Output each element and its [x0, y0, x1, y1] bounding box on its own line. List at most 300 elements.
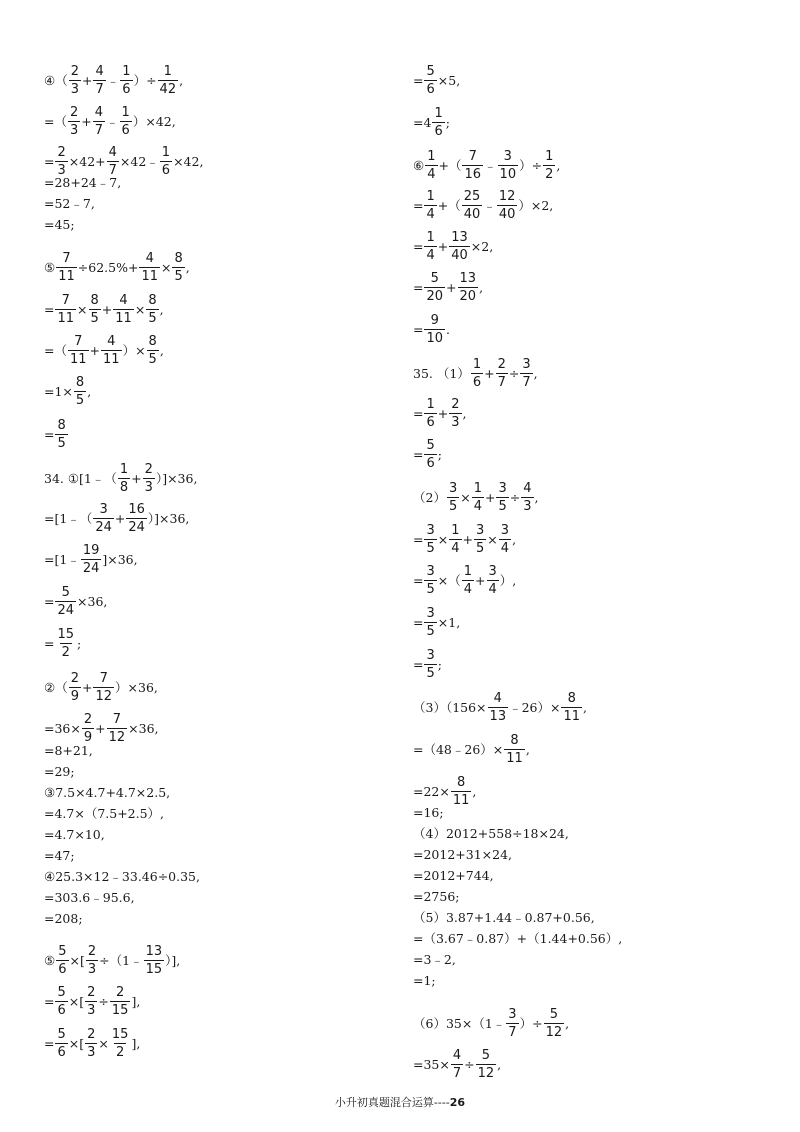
fraction [146, 293, 158, 326]
footer-label: 小升初真题混合运算---- [334, 1096, 450, 1109]
equation-line [44, 145, 203, 178]
fraction-numerator: 3 [426, 648, 435, 663]
expression-text: ⑤ [44, 952, 56, 968]
fraction-denominator: 10 [426, 331, 444, 346]
equation-line [413, 481, 539, 514]
expression-text: , [87, 383, 92, 399]
fraction-numerator: 19 [82, 543, 100, 558]
expression-text: ⑤ [44, 259, 56, 275]
fraction-numerator: 2 [144, 462, 153, 477]
fraction-denominator: 5 [148, 352, 157, 367]
fraction-denominator: 11 [57, 311, 75, 326]
fraction-denominator: 7 [94, 123, 104, 138]
fraction-denominator: 40 [451, 248, 468, 263]
fraction-numerator: 2 [70, 671, 79, 686]
fraction-numerator: 1 [426, 397, 435, 412]
fraction-denominator: 11 [141, 269, 158, 284]
expression-text: + [89, 342, 101, 358]
fraction-denominator: 5 [90, 311, 99, 326]
equation-line [44, 462, 197, 495]
expression-text: ×42+ [68, 153, 106, 169]
fraction-denominator: 5 [426, 541, 435, 556]
expression-text: = [413, 279, 424, 295]
fraction-denominator: 40 [463, 207, 481, 222]
fraction-denominator: 11 [103, 352, 120, 367]
fraction-denominator: 20 [426, 289, 444, 304]
equation-line [44, 502, 189, 535]
fraction-denominator: 6 [426, 82, 435, 97]
fraction-numerator: 4 [145, 251, 154, 266]
fraction [68, 105, 80, 138]
equation-line [44, 251, 190, 284]
page-footer [0, 1094, 800, 1110]
fraction [93, 64, 105, 97]
fraction-numerator: 7 [61, 293, 70, 308]
expression-text: + [101, 301, 113, 317]
fraction [55, 585, 76, 618]
expression-text: （5）3.87+1.44﹣0.87+0.56, [413, 910, 595, 925]
expression-text: + [95, 720, 106, 736]
expression-text: ）× [122, 342, 146, 358]
expression-text: ×42, [173, 153, 204, 169]
fraction-numerator: 5 [58, 944, 67, 959]
fraction-denominator: 4 [451, 541, 460, 556]
expression-text: ④25.3×12﹣33.46÷0.35, [44, 869, 200, 884]
fraction-denominator: 10 [499, 167, 517, 182]
equation-line [44, 105, 176, 138]
fraction-numerator: 1 [122, 64, 131, 79]
fraction [110, 985, 131, 1018]
fraction-numerator: 1 [426, 230, 435, 245]
fraction [113, 293, 134, 326]
fraction-denominator: 6 [121, 123, 130, 138]
fraction [451, 1048, 463, 1081]
equation-line [413, 523, 516, 556]
fraction [89, 293, 101, 326]
equation-line [44, 765, 75, 779]
fraction-numerator: 4 [493, 691, 502, 706]
fraction [424, 438, 436, 471]
fraction-denominator: 12 [108, 730, 126, 745]
fraction-numerator: 2 [69, 105, 79, 120]
fraction-denominator: 2 [545, 167, 554, 182]
expression-text: +（ [438, 157, 462, 173]
expression-text: + [475, 572, 486, 588]
fraction [521, 481, 533, 514]
expression-text: , [512, 531, 517, 547]
fraction [118, 462, 130, 495]
expression-text: =47; [44, 848, 75, 863]
fraction-numerator: 1 [426, 189, 435, 204]
fraction-numerator: 15 [111, 1027, 129, 1042]
equation-line [44, 985, 140, 1018]
expression-text: =（3.67﹣0.87）+（1.44+0.56）, [413, 931, 623, 946]
equation-line [413, 606, 460, 639]
fraction-denominator: 5 [426, 582, 435, 597]
expression-text: 35. （1） [413, 365, 470, 381]
equation-line [44, 912, 83, 926]
expression-text: =2012+31×24, [413, 847, 513, 862]
fraction-numerator: 3 [488, 564, 497, 579]
fraction-denominator: 12 [477, 1066, 495, 1081]
expression-text: = [413, 405, 424, 421]
expression-text: + [131, 470, 142, 486]
expression-text: ; [437, 446, 442, 462]
fraction [126, 502, 147, 535]
expression-text: 34. ①[1﹣（ [44, 470, 117, 486]
expression-text: ×[ [68, 1035, 85, 1051]
expression-text: × [77, 301, 88, 317]
expression-text: = [413, 572, 424, 588]
fraction-numerator: 5 [57, 1027, 66, 1042]
expression-text: ③7.5×4.7+4.7×2.5, [44, 785, 171, 800]
expression-text: , [497, 1056, 502, 1072]
expression-text: （3）（156× [413, 699, 487, 715]
expression-text: =8+21, [44, 743, 93, 758]
fraction-numerator: 8 [57, 418, 66, 433]
expression-text: ÷ [464, 1056, 475, 1072]
fraction [498, 149, 519, 182]
expression-text: , [556, 157, 561, 173]
fraction-numerator: 8 [456, 775, 466, 790]
expression-text: . [446, 321, 451, 337]
expression-text: + [485, 489, 496, 505]
fraction-numerator: 13 [451, 230, 468, 245]
fraction-numerator: 5 [426, 64, 435, 79]
expression-text: ; [437, 656, 442, 672]
equation-line [44, 744, 93, 758]
expression-text: ; [445, 114, 450, 130]
equation-line [413, 932, 622, 946]
fraction-numerator: 5 [57, 985, 66, 1000]
expression-text: = [44, 993, 55, 1009]
expression-text: = [413, 531, 424, 547]
fraction-numerator: 8 [75, 375, 85, 390]
fraction-numerator: 2 [87, 944, 97, 959]
equation-line [44, 585, 107, 618]
equation-line [44, 828, 105, 842]
fraction-denominator: 40 [498, 207, 516, 222]
expression-text: + [437, 405, 449, 421]
fraction-denominator: 15 [145, 962, 163, 977]
fraction-denominator: 6 [426, 456, 435, 471]
fraction-numerator: 2 [87, 1027, 96, 1042]
fraction-numerator: 2 [70, 64, 79, 79]
fraction-numerator: 4 [452, 1048, 462, 1063]
equation-line [44, 870, 200, 884]
expression-text: ）×36, [115, 679, 158, 695]
expression-text: =16; [413, 805, 444, 820]
expression-text: ﹣ [106, 72, 120, 88]
fraction-denominator: 2 [116, 1045, 125, 1060]
fraction-denominator: 6 [472, 375, 482, 390]
fraction-numerator: 8 [567, 691, 576, 706]
fraction-denominator: 42 [159, 82, 177, 97]
fraction [55, 418, 67, 451]
expression-text: ÷62.5%+ [77, 259, 139, 275]
equation-line [413, 691, 587, 724]
fraction-numerator: 3 [498, 481, 507, 496]
expression-text: ﹣ [106, 113, 119, 129]
expression-text: × [437, 531, 449, 547]
fraction-numerator: 4 [94, 105, 104, 120]
fraction-denominator: 3 [87, 962, 97, 977]
fraction-denominator: 20 [459, 289, 477, 304]
expression-text: + [437, 238, 449, 254]
expression-text: =（ [44, 113, 67, 129]
fraction-numerator: 1 [472, 357, 482, 372]
fraction [449, 397, 461, 430]
expression-text: ）÷ [133, 72, 157, 88]
equation-line [413, 1007, 569, 1040]
fraction [158, 64, 179, 97]
equation-line [413, 869, 494, 883]
fraction [506, 1007, 518, 1040]
fraction-numerator: 7 [112, 712, 122, 727]
expression-text: ﹣ [483, 197, 496, 213]
fraction-numerator: 1 [163, 64, 172, 79]
fraction-denominator: 13 [489, 709, 507, 724]
expression-text: ）]×36, [155, 470, 198, 486]
fraction-denominator: 4 [427, 167, 436, 182]
expression-text: , [462, 405, 467, 421]
fraction-denominator: 7 [452, 1066, 462, 1081]
fraction-denominator: 4 [500, 541, 510, 556]
fraction-denominator: 24 [82, 561, 100, 576]
fraction-numerator: 5 [426, 438, 435, 453]
expression-text: × [134, 301, 146, 317]
fraction [120, 64, 132, 97]
equation-line [44, 176, 121, 190]
fraction-denominator: 11 [452, 793, 470, 808]
fraction-numerator: 8 [510, 733, 519, 748]
equation-line [413, 775, 476, 808]
fraction-numerator: 7 [468, 149, 477, 164]
equation-line [413, 357, 538, 390]
equation-line [413, 733, 530, 766]
equation-line [413, 438, 442, 471]
fraction-denominator: 3 [69, 123, 79, 138]
fraction [107, 712, 128, 745]
fraction [424, 189, 436, 222]
fraction-denominator: 12 [95, 689, 113, 704]
expression-text: =（ [44, 342, 67, 358]
expression-text: ﹣26）× [509, 699, 561, 715]
fraction-denominator: 9 [83, 730, 93, 745]
expression-text: + [114, 510, 126, 526]
expression-text: ×（ [437, 572, 461, 588]
expression-text: = [413, 656, 424, 672]
fraction-numerator: 2 [87, 985, 96, 1000]
equation-line [44, 197, 95, 211]
equation-line [44, 807, 164, 821]
fraction [424, 648, 436, 681]
fraction-denominator: 7 [522, 375, 531, 390]
equation-line [44, 627, 81, 660]
fraction [107, 145, 119, 178]
fraction-numerator: 9 [430, 313, 439, 328]
expression-text: , [534, 489, 539, 505]
expression-text: ②（ [44, 679, 68, 695]
fraction [56, 944, 68, 977]
fraction-numerator: 4 [108, 145, 117, 160]
equation-line [44, 543, 138, 576]
fraction [139, 251, 160, 284]
fraction-denominator: 6 [57, 1045, 66, 1060]
expression-text: ], [131, 1035, 141, 1051]
fraction-numerator: 3 [426, 523, 435, 538]
equation-line [44, 375, 91, 408]
expression-text: , [472, 783, 477, 799]
fraction-numerator: 5 [549, 1007, 558, 1022]
expression-text: , [159, 301, 164, 317]
fraction-denominator: 7 [108, 163, 117, 178]
expression-text: ﹣ [484, 157, 497, 173]
expression-text: =52﹣7, [44, 196, 95, 211]
fraction [471, 357, 483, 390]
fraction-denominator: 11 [506, 751, 523, 766]
fraction [543, 149, 555, 182]
expression-text: （4）2012+558÷18×24, [413, 826, 569, 841]
equation-line [44, 891, 135, 905]
fraction [504, 733, 525, 766]
expression-text: =22× [413, 783, 450, 799]
fraction [55, 627, 76, 660]
expression-text: × [487, 531, 498, 547]
fraction-denominator: 4 [426, 207, 435, 222]
fraction-numerator: 1 [473, 481, 482, 496]
fraction-denominator: 6 [161, 163, 171, 178]
page-number: 26 [449, 1096, 466, 1109]
fraction [120, 105, 132, 138]
expression-text: ）÷ [519, 1015, 543, 1031]
fraction-denominator: 5 [498, 499, 507, 514]
fraction-numerator: 1 [463, 564, 473, 579]
expression-text: +（ [437, 197, 461, 213]
fraction-denominator: 7 [497, 375, 506, 390]
expression-text: = [413, 72, 424, 88]
fraction [160, 145, 172, 178]
expression-text: + [82, 679, 93, 695]
expression-text: =29; [44, 764, 75, 779]
fraction-numerator: 15 [57, 627, 75, 642]
expression-text: = [413, 197, 424, 213]
fraction-numerator: 1 [121, 105, 130, 120]
fraction [143, 462, 155, 495]
fraction-numerator: 3 [503, 149, 512, 164]
expression-text: =[1﹣（ [44, 510, 93, 526]
fraction [488, 691, 509, 724]
fraction-numerator: 3 [500, 523, 510, 538]
equation-line [413, 827, 569, 841]
expression-text: ÷ [98, 993, 109, 1009]
expression-text: ], [131, 993, 141, 1009]
equation-line [44, 64, 183, 97]
fraction [85, 1027, 97, 1060]
fraction-denominator: 2 [61, 645, 70, 660]
fraction [496, 357, 508, 390]
equation-line [413, 1048, 501, 1081]
expression-text: ×5, [437, 72, 461, 88]
expression-text: × [460, 489, 471, 505]
fraction-denominator: 4 [426, 248, 435, 263]
fraction [93, 671, 114, 704]
expression-text: ）, [499, 572, 517, 588]
equation-line [413, 397, 467, 430]
expression-text: ; [77, 635, 82, 651]
fraction-denominator: 11 [69, 352, 87, 367]
expression-text: ）]×36, [147, 510, 190, 526]
fraction-numerator: 5 [430, 271, 439, 286]
expression-text: = [44, 426, 55, 442]
expression-text: =4.7×10, [44, 827, 105, 842]
fraction-denominator: 11 [115, 311, 132, 326]
fraction-numerator: 7 [62, 251, 71, 266]
expression-text: ÷（1﹣ [99, 952, 143, 968]
expression-text: = [44, 153, 55, 169]
equation-line [413, 953, 456, 967]
fraction [424, 64, 436, 97]
fraction-numerator: 2 [497, 357, 506, 372]
fraction-denominator: 24 [95, 520, 112, 535]
expression-text: =2756; [413, 889, 460, 904]
expression-text: + [82, 72, 93, 88]
fraction-denominator: 3 [144, 480, 153, 495]
fraction [561, 691, 582, 724]
fraction [55, 1027, 67, 1060]
expression-text: ④（ [44, 72, 68, 88]
fraction-numerator: 8 [148, 293, 157, 308]
equation-line [413, 848, 512, 862]
fraction-denominator: 4 [473, 499, 482, 514]
expression-text: , [533, 365, 538, 381]
fraction [520, 357, 532, 390]
expression-text: + [446, 279, 457, 295]
fraction-numerator: 4 [119, 293, 128, 308]
fraction [86, 944, 98, 977]
expression-text: = [44, 593, 55, 609]
fraction-denominator: 24 [128, 520, 145, 535]
fraction-numerator: 1 [451, 523, 460, 538]
expression-text: =2012+744, [413, 868, 494, 883]
fraction-numerator: 3 [99, 502, 108, 517]
expression-text: =208; [44, 911, 83, 926]
equation-line [413, 106, 450, 139]
equation-line [44, 944, 180, 977]
equation-line [44, 849, 75, 863]
expression-text: , [479, 279, 484, 295]
fraction [82, 712, 94, 745]
expression-text: =1; [413, 973, 436, 988]
fraction-denominator: 5 [57, 436, 66, 451]
fraction-denominator: 5 [476, 541, 485, 556]
fraction-denominator: 5 [426, 624, 435, 639]
expression-text: ÷ [509, 489, 521, 505]
fraction-numerator: 1 [427, 149, 436, 164]
fraction [458, 271, 479, 304]
expression-text: ×36, [128, 720, 159, 736]
expression-text: ⑥ [413, 157, 425, 173]
fraction [147, 334, 159, 367]
fraction-numerator: 3 [508, 1007, 517, 1022]
fraction [424, 523, 436, 556]
fraction-denominator: 3 [70, 82, 79, 97]
fraction [476, 1048, 497, 1081]
expression-text: , [159, 342, 164, 358]
equation-line [44, 1027, 140, 1060]
expression-text: , [565, 1015, 570, 1031]
fraction-denominator: 5 [148, 311, 157, 326]
